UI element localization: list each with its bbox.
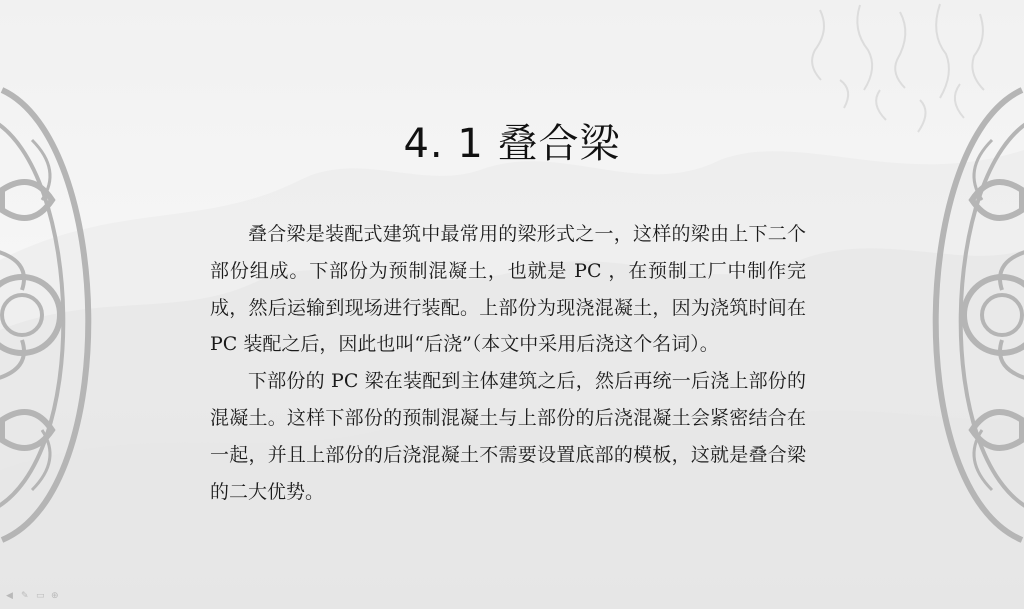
slides-icon[interactable]: ▭ bbox=[36, 591, 45, 601]
body-text bbox=[210, 216, 806, 510]
zoom-icon[interactable]: ⊕ bbox=[51, 591, 59, 601]
paragraph-1: 叠合梁是装配式建筑中最常用的梁形式之一，这样的梁由上下二个部份组成。下部份为预制混凝土，也就是 PC ，在预制工厂中制作完成，然后运输到现场进行装配。上部份为现浇混凝土，因为浇筑时间在 PC 装配之后，因此也叫“后浇”（本文中采用后浇这个名词）。 bbox=[210, 223, 806, 356]
paragraph-2: 下部份的 PC 梁在装配到主体建筑之后，然后再统一后浇上部份的混凝土。这样下部份的预制混凝土与上部份的后浇混凝土会紧密结合在一起，并且上部份的后浇混凝土不需要设置底部的模板，这就是叠合梁的二大优势。 bbox=[210, 370, 806, 503]
slideshow-toolbar bbox=[6, 592, 60, 601]
pen-icon[interactable]: ✎ bbox=[21, 591, 29, 601]
slide-title: 4. 1 叠合梁 bbox=[403, 121, 621, 167]
arrow-left-icon[interactable]: ◀ bbox=[6, 591, 13, 601]
